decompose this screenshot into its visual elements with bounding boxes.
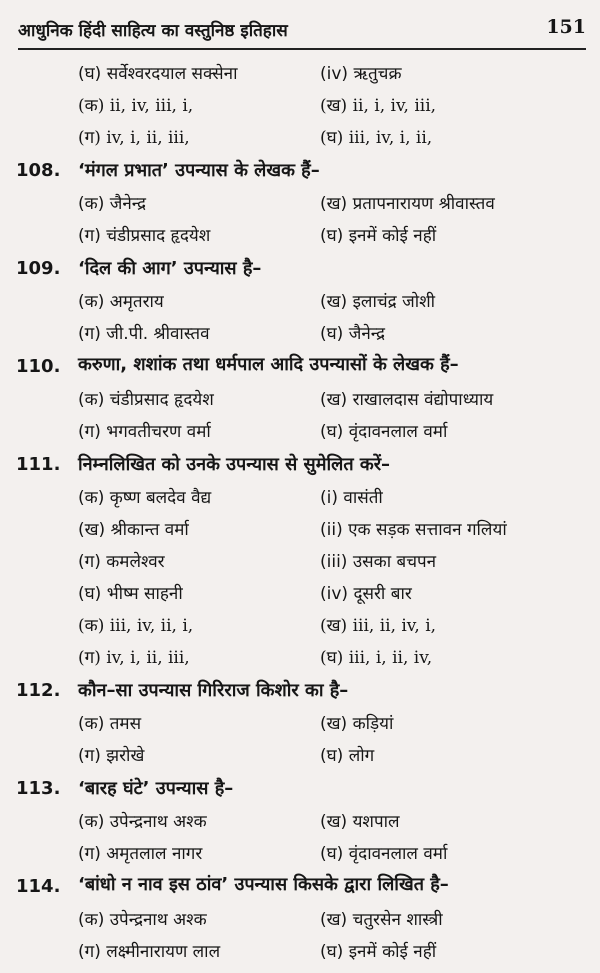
question-heading [16,448,590,482]
match-row [16,482,590,514]
question-text: निम्नलिखित को उनके उपन्यास से सुमेलित करें– [78,454,391,475]
option-ka: (क) अमृतराय [78,292,164,312]
option-row [16,90,590,122]
option-ga: (ग) चंडीप्रसाद हृदयेश [78,226,211,246]
option-kha: (ख) कड़ियां [320,714,394,734]
question-number: 108. [16,160,61,181]
question-number: 111. [16,454,61,475]
option-kha: (ख) चतुरसेन शास्त्री [320,910,443,930]
option-row [16,286,590,318]
option-ka: (क) उपेन्द्रनाथ अश्क [78,812,207,832]
option-gha: (घ) लोग [320,746,375,766]
question-text: कौन–सा उपन्यास गिरिराज किशोर का है– [78,680,349,701]
option-kha: (ख) राखालदास वंद्योपाध्याय [320,390,494,410]
option-ka: (क) जैनेन्द्र [78,194,147,214]
page-header [18,14,586,50]
option-row [16,122,590,154]
page-number: 151 [546,16,586,38]
option-ga: (ग) iv, i, ii, iii, [78,648,190,668]
option-row [16,740,590,772]
option-row [16,384,590,416]
option-row [16,58,590,90]
option-kha: (ख) प्रतापनारायण श्रीवास्तव [320,194,495,214]
option-row [16,188,590,220]
match-row [16,514,590,546]
question-text: ‘मंगल प्रभात’ उपन्यास के लेखक हैं– [78,160,320,181]
option-kha: (ख) इलाचंद्र जोशी [320,292,436,312]
match-left: (क) कृष्ण बलदेव वैद्य [78,488,212,508]
question-heading [16,154,590,188]
option: (iv) ऋतुचक्र [320,64,402,84]
option-row [16,806,590,838]
option-row [16,936,590,968]
option-gha: (घ) जैनेन्द्र [320,324,386,344]
previous-question-continuation [16,58,590,154]
question-number: 113. [16,778,61,799]
question-heading [16,252,590,286]
question-number: 112. [16,680,61,701]
option-row [16,318,590,350]
option-kha: (ख) iii, ii, iv, i, [320,616,437,636]
match-left: (घ) भीष्म साहनी [78,584,183,604]
question-heading [16,350,590,384]
match-left: (ग) कमलेश्वर [78,552,165,572]
question-109 [16,252,590,350]
question-text: करुणा, शशांक तथा धर्मपाल आदि उपन्यासों के लेखक हैं– [78,354,459,375]
option-gha: (घ) iii, i, ii, iv, [320,648,433,668]
question-108 [16,154,590,252]
running-title: आधुनिक हिंदी साहित्य का वस्तुनिष्ठ इतिहास [18,21,288,41]
option-row [16,904,590,936]
question-112 [16,674,590,772]
option-ga: (ग) भगवतीचरण वर्मा [78,422,211,442]
option: (क) ii, iv, iii, i, [78,96,194,116]
option-row [16,610,590,642]
question-heading [16,674,590,708]
question-number: 110. [16,356,61,377]
option-ka: (क) iii, iv, ii, i, [78,616,194,636]
option-kha: (ख) यशपाल [320,812,400,832]
question-number: 109. [16,258,61,279]
question-heading [16,772,590,806]
question-114 [16,870,590,968]
question-number: 114. [16,876,61,897]
match-row [16,578,590,610]
option-row [16,220,590,252]
option-gha: (घ) इनमें कोई नहीं [320,226,437,246]
question-text: ‘दिल की आग’ उपन्यास है– [78,258,262,279]
option: (ख) ii, i, iv, iii, [320,96,437,116]
option-gha: (घ) इनमें कोई नहीं [320,942,437,962]
option-row [16,642,590,674]
option-ga: (ग) लक्ष्मीनारायण लाल [78,942,221,962]
match-right: (ii) एक सड़क सत्तावन गलियां [320,520,507,540]
match-right: (iv) दूसरी बार [320,584,412,604]
option: (घ) सर्वेश्वरदयाल सक्सेना [78,64,238,84]
match-right: (i) वासंती [320,488,383,508]
option-ka: (क) चंडीप्रसाद हृदयेश [78,390,214,410]
questions-content [16,58,590,968]
match-row [16,546,590,578]
option-ga: (ग) अमृतलाल नागर [78,844,203,864]
option-ga: (ग) झरोखे [78,746,145,766]
option-ka: (क) उपेन्द्रनाथ अश्क [78,910,207,930]
question-text: ‘बांधो न नाव इस ठांव’ उपन्यास किसके द्वारा लिखित है– [78,874,449,895]
match-right: (iii) उसका बचपन [320,552,437,572]
question-113 [16,772,590,870]
option-row [16,416,590,448]
option-row [16,708,590,740]
option-gha: (घ) वृंदावनलाल वर्मा [320,844,448,864]
option-row [16,838,590,870]
option: (घ) iii, iv, i, ii, [320,128,433,148]
option: (ग) iv, i, ii, iii, [78,128,190,148]
question-110 [16,350,590,448]
match-left: (ख) श्रीकान्त वर्मा [78,520,189,540]
question-heading [16,870,590,904]
question-111 [16,448,590,674]
option-ga: (ग) जी.पी. श्रीवास्तव [78,324,210,344]
question-text: ‘बारह घंटे’ उपन्यास है– [78,778,234,799]
option-gha: (घ) वृंदावनलाल वर्मा [320,422,448,442]
option-ka: (क) तमस [78,714,142,734]
